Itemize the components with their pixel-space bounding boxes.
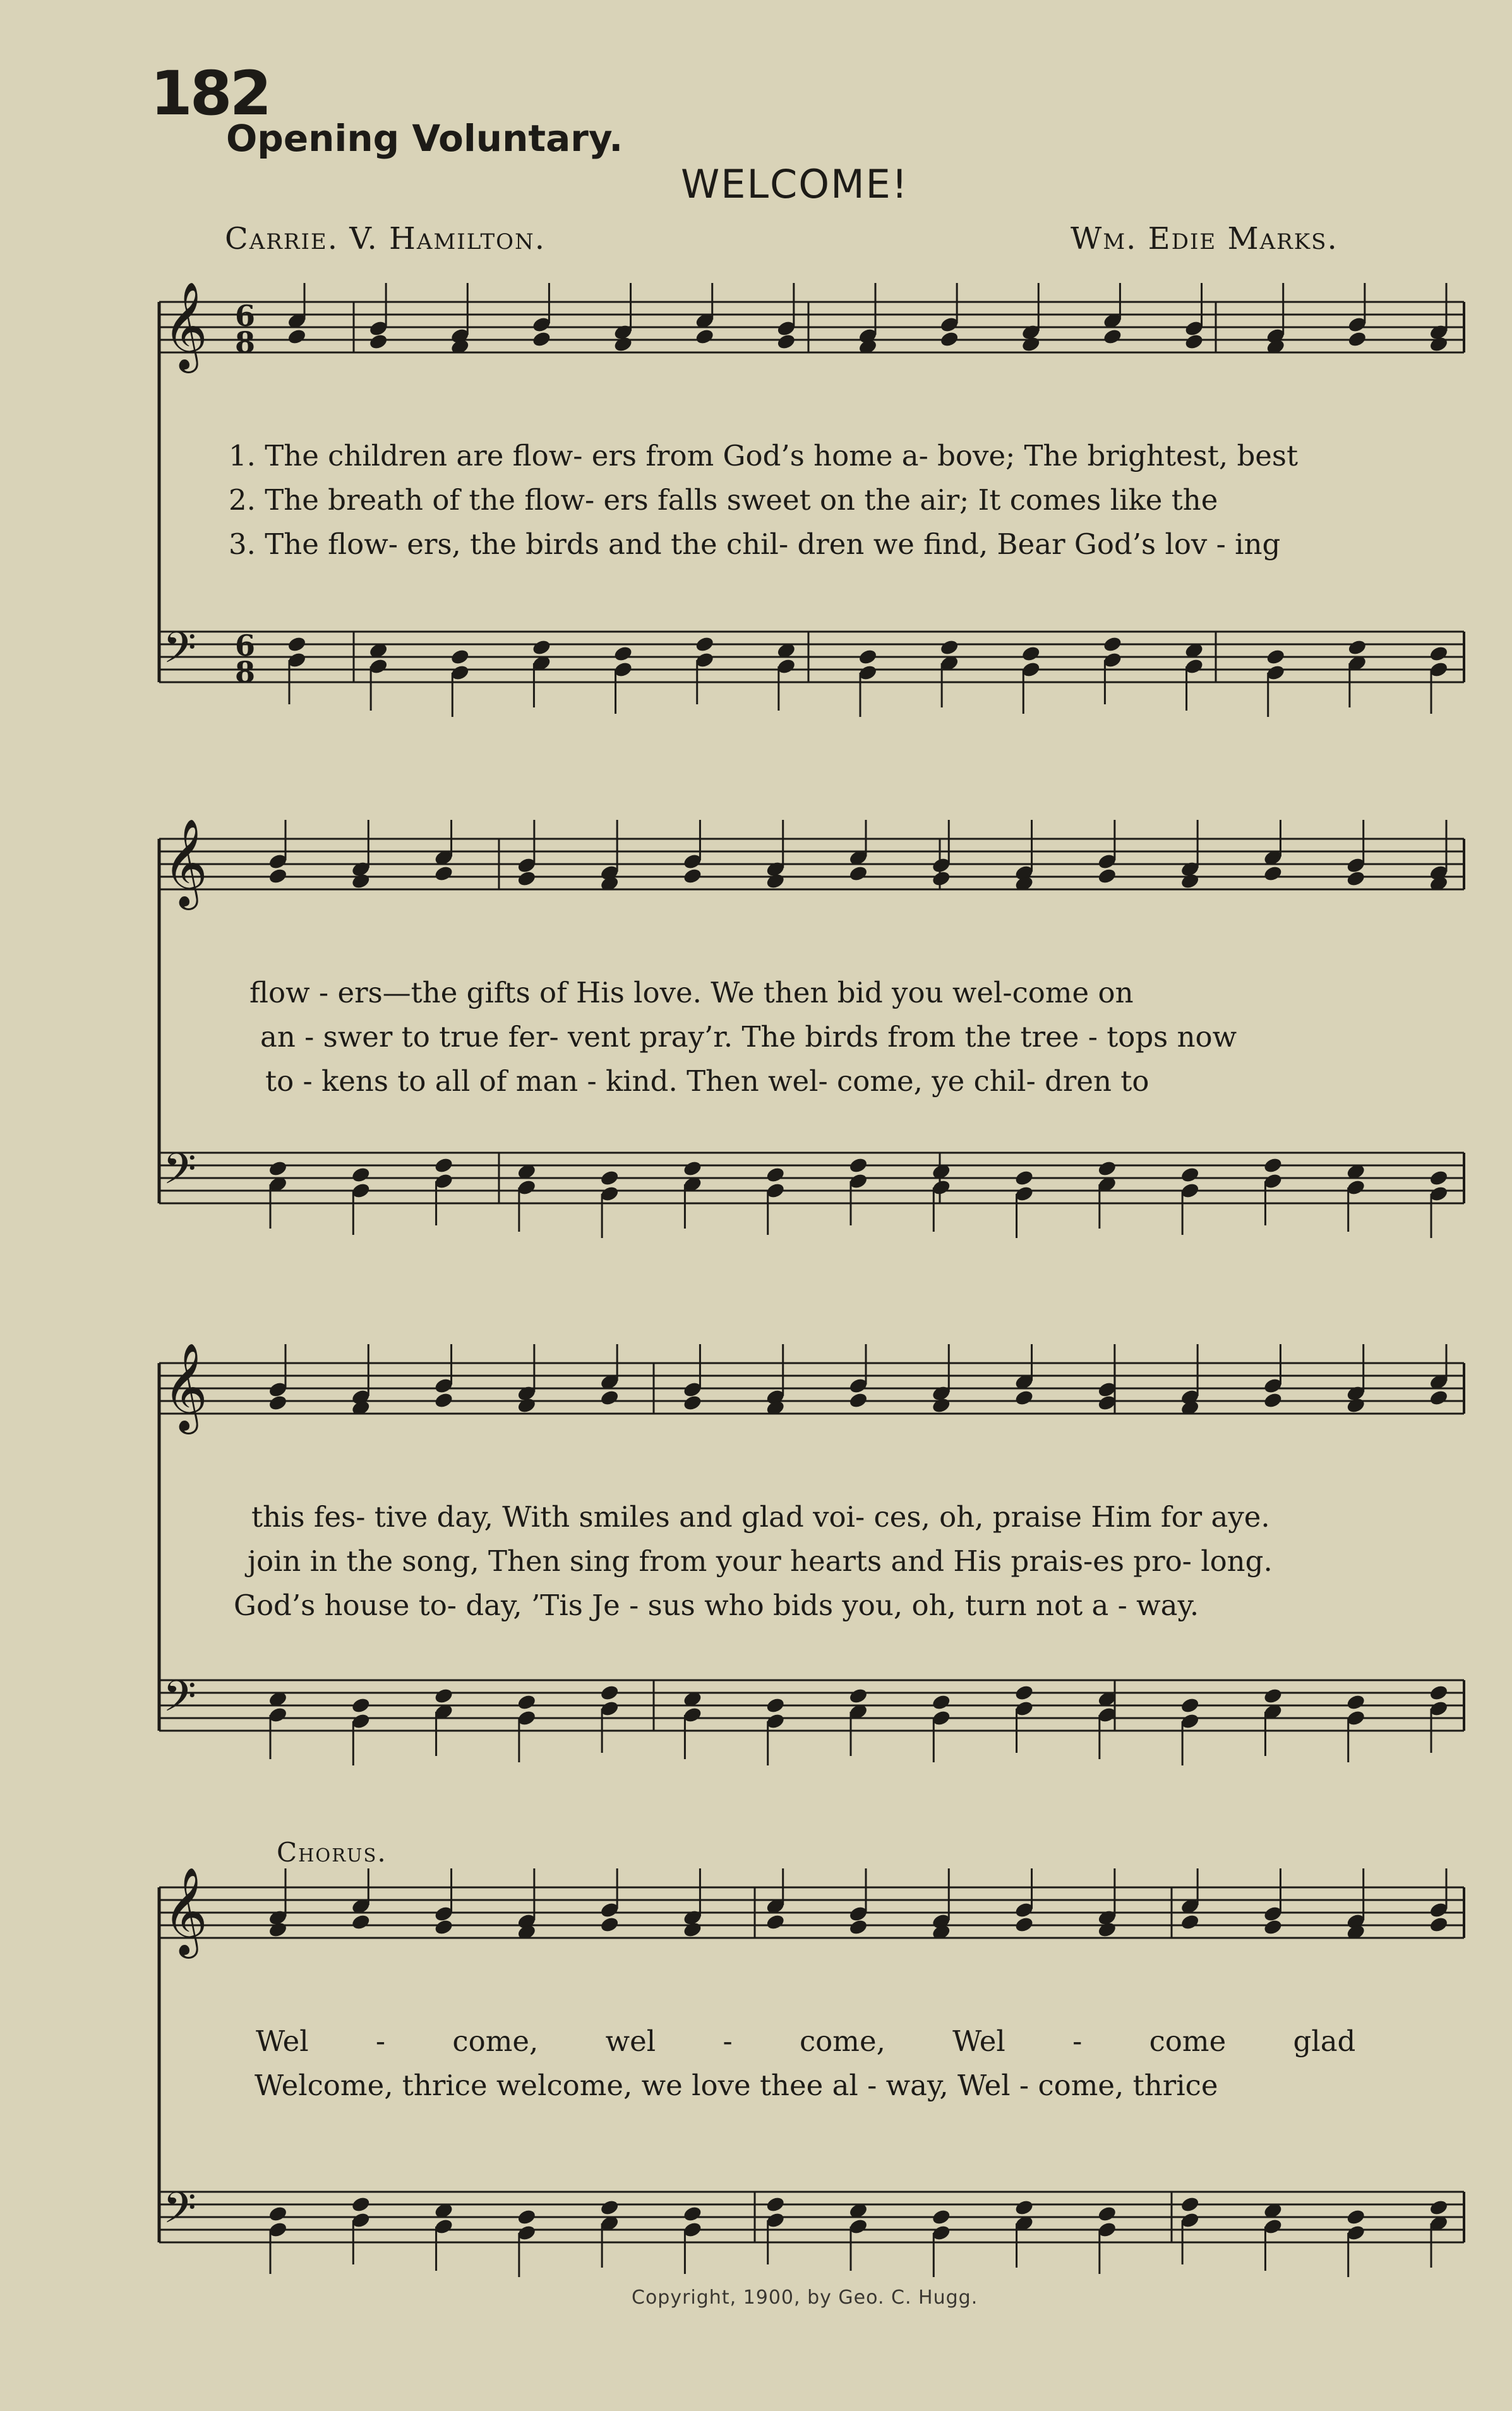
svg-text:𝄞: 𝄞 <box>163 1867 208 1955</box>
svg-text:𝄞: 𝄞 <box>163 819 208 906</box>
svg-text:𝄢: 𝄢 <box>163 623 196 683</box>
svg-text:8: 8 <box>235 655 256 689</box>
system-2-verse-2: an - swer to true fer- vent pray’r. The birds from the tree - tops now <box>260 1020 1237 1054</box>
occasion-heading: Opening Voluntary. <box>226 117 623 160</box>
system-1-verse-3: 3. The flow- ers, the birds and the chil- dren we find, Bear God’s lov - ing <box>229 527 1281 561</box>
svg-text:6: 6 <box>235 628 256 663</box>
copyright-notice: Copyright, 1900, by Geo. C. Hugg. <box>632 2287 978 2309</box>
svg-text:𝄢: 𝄢 <box>163 1145 196 1205</box>
system-1-verse-2: 2. The breath of the flow- ers falls sweet on the air; It comes like the <box>229 483 1218 517</box>
svg-text:𝄢: 𝄢 <box>163 1672 196 1732</box>
svg-text:6: 6 <box>235 299 256 333</box>
chorus-verse-1: Wel - come, wel - come, Wel - come glad <box>256 2024 1356 2058</box>
hymn-title: WELCOME! <box>681 161 909 207</box>
system-1-verse-1: 1. The children are flow- ers from God’s home a- bove; The brightest, best <box>229 439 1299 472</box>
svg-text:𝄞: 𝄞 <box>163 1343 208 1431</box>
chorus-label: Chorus. <box>277 1837 387 1868</box>
svg-text:8: 8 <box>235 325 256 359</box>
system-3-verse-1: this fes- tive day, With smiles and glad voi- ces, oh, praise Him for aye. <box>251 1500 1270 1534</box>
system-3-verse-3: God’s house to- day, ’Tis Je - sus who bids you, oh, turn not a - way. <box>234 1589 1199 1622</box>
composer-credit: Wm. Edie Marks. <box>1071 221 1338 256</box>
system-3-verse-2: join in the song, Then sing from your hearts and His prais-es pro- long. <box>248 1544 1273 1578</box>
system-2-verse-3: to - kens to all of man - kind. Then wel- come, ye chil- dren to <box>265 1064 1149 1098</box>
chorus-verse-2: Welcome, thrice welcome, we love thee al - way, Wel - come, thrice <box>255 2069 1218 2102</box>
lyricist-credit: Carrie. V. Hamilton. <box>225 221 546 256</box>
system-2-verse-1: flow - ers—the gifts of His love. We then bid you wel-come on <box>249 976 1134 1009</box>
svg-text:𝄢: 𝄢 <box>163 2184 196 2244</box>
svg-text:𝄞: 𝄞 <box>163 282 208 370</box>
page-number: 182 <box>150 58 270 129</box>
